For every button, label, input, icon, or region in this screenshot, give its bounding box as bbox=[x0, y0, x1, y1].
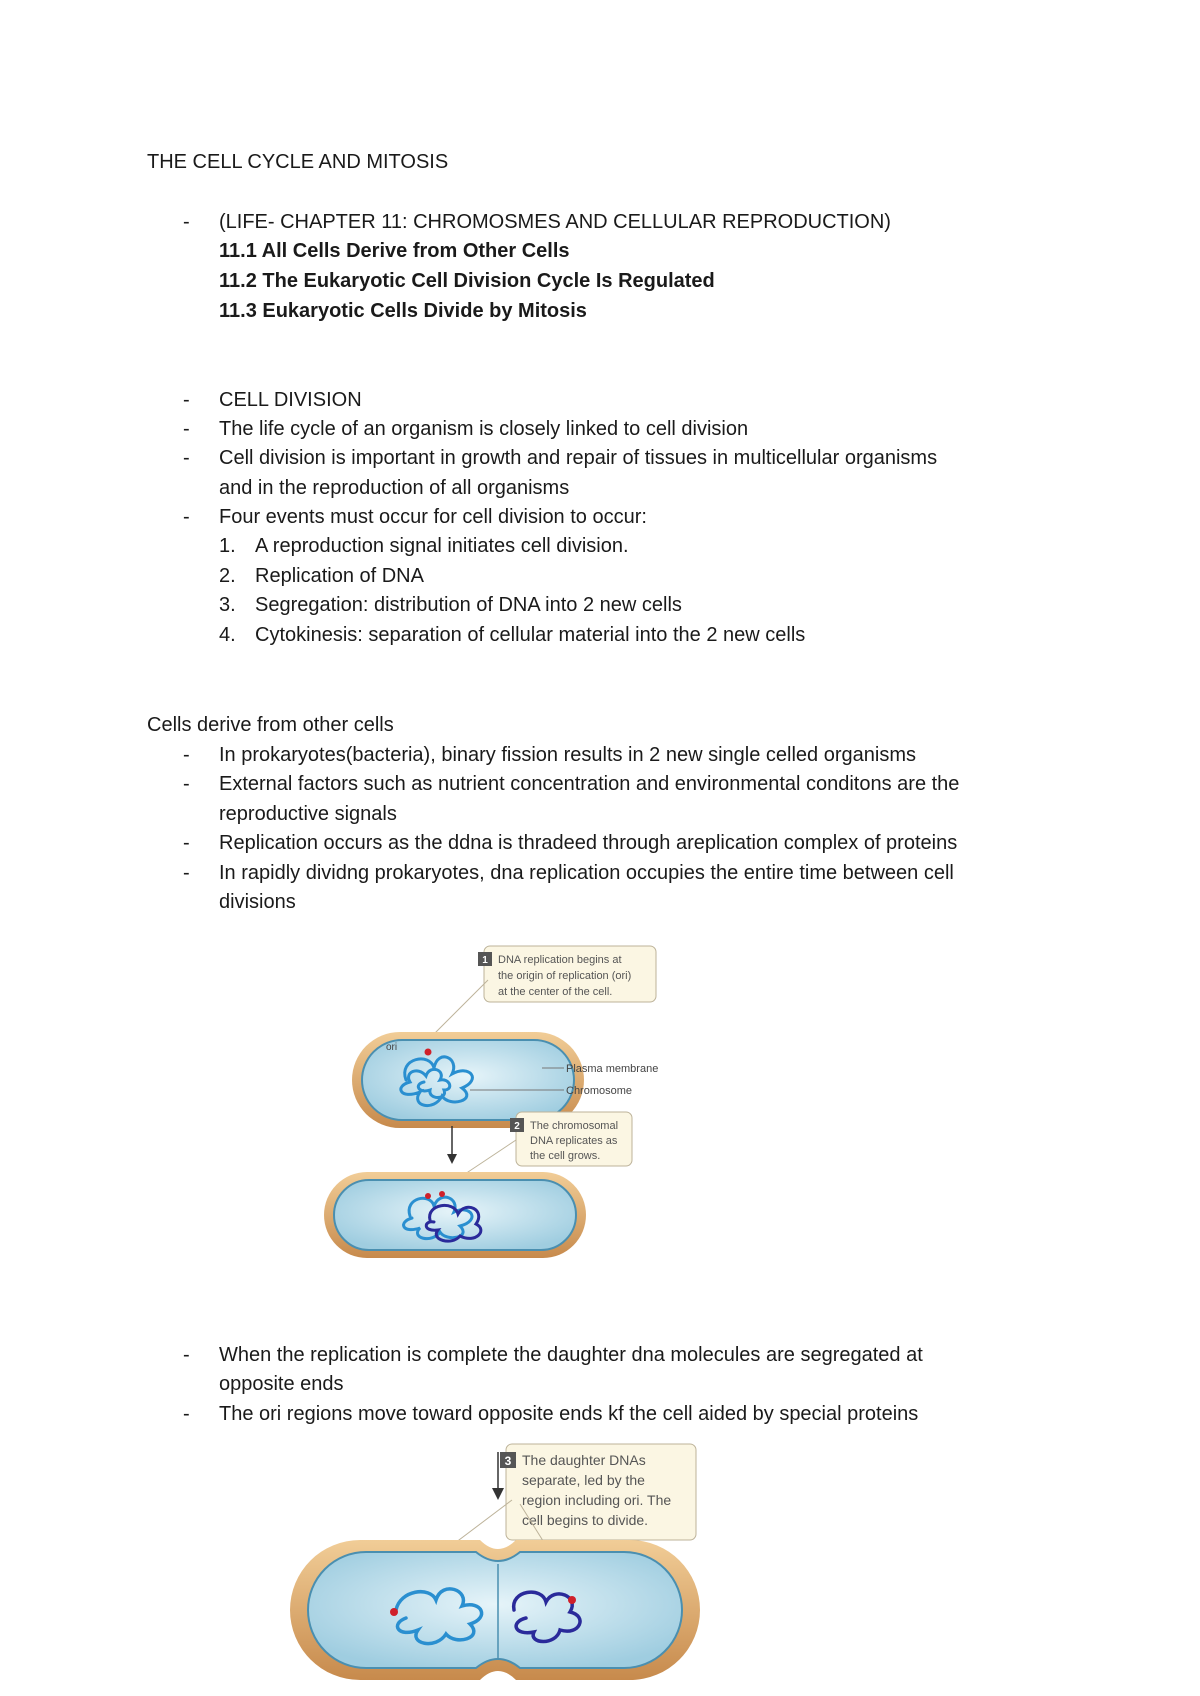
event-text: Cytokinesis: separation of cellular material into the 2 new cells bbox=[255, 624, 806, 646]
ori-marker bbox=[425, 1049, 432, 1056]
event-text: A reproduction signal initiates cell division. bbox=[255, 535, 629, 557]
callout-2-line-3: the cell grows. bbox=[530, 1150, 601, 1162]
callout-3-line-1: The daughter DNAs bbox=[522, 1452, 646, 1468]
bullet-dash: - bbox=[183, 211, 190, 233]
bacterial-cell-2 bbox=[324, 1172, 586, 1258]
bullet-four-events: Four events must occur for cell division to occur: bbox=[219, 506, 647, 528]
plasma-membrane-label: Plasma membrane bbox=[566, 1063, 659, 1075]
ori-marker bbox=[439, 1191, 445, 1197]
bullet-dash: - bbox=[183, 862, 190, 884]
bullet-dash: - bbox=[183, 389, 190, 411]
event-text: Segregation: distribution of DNA into 2 new cells bbox=[255, 594, 682, 616]
bullet-growth-repair: Cell division is important in growth and repair of tissues in multicellular organisms bbox=[219, 447, 938, 469]
dividing-cell bbox=[290, 1540, 700, 1680]
callout-3-line-4: cell begins to divide. bbox=[522, 1512, 649, 1528]
bullet-dash: - bbox=[183, 418, 190, 440]
event-number: 3. bbox=[219, 594, 236, 616]
event-number: 1. bbox=[219, 535, 236, 557]
callout-2-line-1: The chromosomal bbox=[530, 1120, 619, 1132]
derive-line: In rapidly dividng prokaryotes, dna replication occupies the entire time between cell bbox=[219, 862, 954, 884]
section-11-2: 11.2 The Eukaryotic Cell Division Cycle Is Regulated bbox=[219, 270, 715, 292]
bullet-dash: - bbox=[183, 744, 190, 766]
event-text: Replication of DNA bbox=[255, 565, 424, 587]
binary-fission-figure-2 bbox=[290, 1440, 710, 1680]
bullet-growth-repair-cont: and in the reproduction of all organisms bbox=[219, 477, 570, 499]
bullet-dash: - bbox=[183, 773, 190, 795]
step-number-3: 3 bbox=[504, 1454, 512, 1468]
event-number: 4. bbox=[219, 624, 236, 646]
bullet-life-cycle: The life cycle of an organism is closely linked to cell division bbox=[219, 418, 749, 440]
binary-fission-figure-1 bbox=[310, 940, 710, 1270]
event-number: 2. bbox=[219, 565, 236, 587]
derive-line: Replication occurs as the ddna is thradeed through areplication complex of proteins bbox=[219, 832, 958, 854]
callout-1-line-1: DNA replication begins at bbox=[498, 954, 622, 966]
bullet-dash: - bbox=[183, 1344, 190, 1366]
segregation-line: The ori regions move toward opposite ends kf the cell aided by special proteins bbox=[219, 1403, 919, 1425]
bullet-dash: - bbox=[183, 1403, 190, 1425]
document-title: THE CELL CYCLE AND MITOSIS bbox=[147, 151, 449, 173]
step-number-2: 2 bbox=[514, 1121, 520, 1132]
callout-1-line-2: the origin of replication (ori) bbox=[498, 970, 632, 982]
down-arrow-head bbox=[447, 1154, 457, 1164]
cell-division-heading: CELL DIVISION bbox=[219, 389, 362, 411]
callout-3-line-2: separate, led by the bbox=[522, 1472, 645, 1488]
bullet-dash: - bbox=[183, 506, 190, 528]
cytoplasm bbox=[308, 1552, 682, 1668]
callout-2-line-2: DNA replicates as bbox=[530, 1135, 618, 1147]
down-arrow-head bbox=[492, 1488, 504, 1500]
chromosome-label: Chromosome bbox=[566, 1085, 633, 1097]
callout-1-line-3: at the center of the cell. bbox=[498, 986, 613, 998]
step-number-1: 1 bbox=[482, 955, 488, 966]
ori-marker-right bbox=[568, 1596, 576, 1604]
derive-line: In prokaryotes(bacteria), binary fission results in 2 new single celled organisms bbox=[219, 744, 916, 766]
bullet-dash: - bbox=[183, 832, 190, 854]
section-11-1: 11.1 All Cells Derive from Other Cells bbox=[219, 240, 570, 262]
derive-heading: Cells derive from other cells bbox=[147, 714, 394, 736]
ori-label: ori bbox=[386, 1042, 398, 1053]
bullet-dash: - bbox=[183, 447, 190, 469]
ori-marker-left bbox=[390, 1608, 398, 1616]
derive-line: reproductive signals bbox=[219, 803, 397, 825]
ori-marker bbox=[425, 1193, 431, 1199]
chapter-heading: (LIFE- CHAPTER 11: CHROMOSMES AND CELLULAR REPRODUCTION) bbox=[219, 211, 891, 233]
callout-3-line-3: region including ori. The bbox=[522, 1492, 672, 1508]
derive-line: divisions bbox=[219, 891, 296, 913]
segregation-line: When the replication is complete the daughter dna molecules are segregated at bbox=[219, 1344, 923, 1366]
derive-line: External factors such as nutrient concentration and environmental conditons are the bbox=[219, 773, 960, 795]
section-11-3: 11.3 Eukaryotic Cells Divide by Mitosis bbox=[219, 300, 587, 322]
segregation-line: opposite ends bbox=[219, 1373, 344, 1395]
